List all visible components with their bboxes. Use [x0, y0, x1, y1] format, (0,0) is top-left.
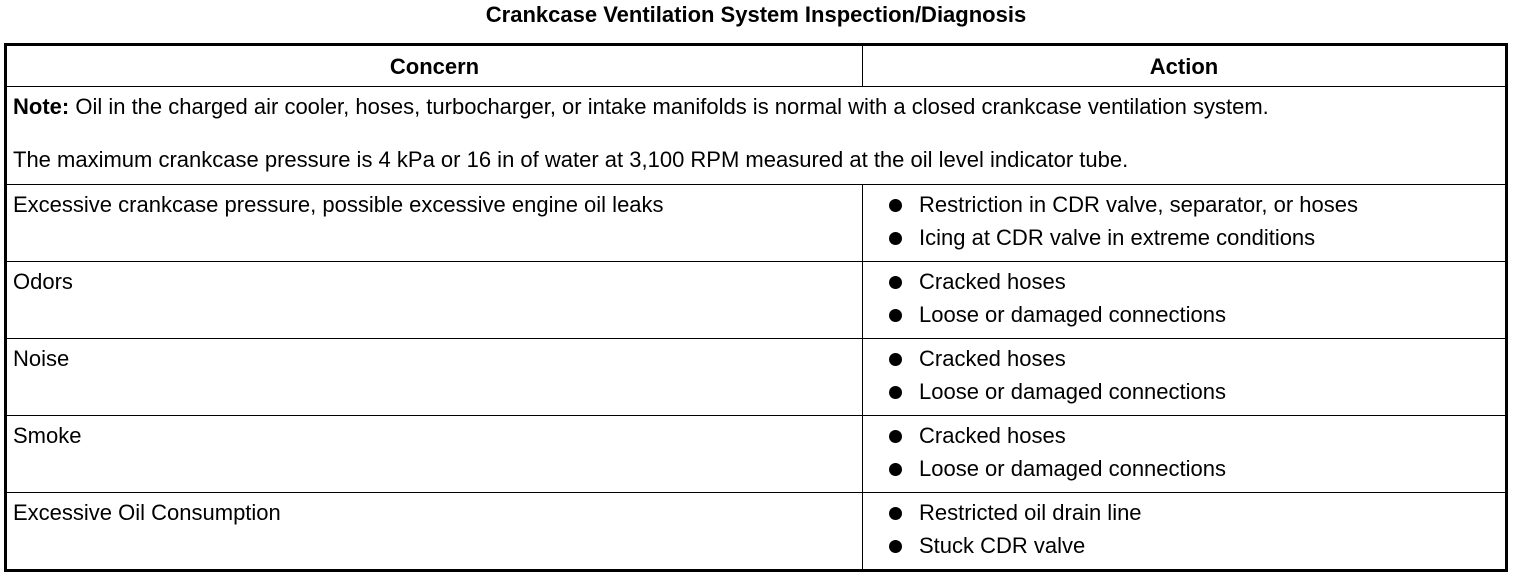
action-item [863, 221, 1505, 254]
diagnosis-table [4, 43, 1508, 572]
concern-cell: Noise [6, 339, 863, 416]
action-text: Cracked hoses [919, 423, 1066, 448]
action-list [863, 419, 1505, 485]
bullet-icon [889, 199, 902, 212]
concern-cell: Smoke [6, 416, 863, 493]
action-text: Cracked hoses [919, 269, 1066, 294]
concern-rows [6, 185, 1507, 571]
bullet-icon [889, 309, 902, 322]
action-item [863, 529, 1505, 562]
action-item [863, 496, 1505, 529]
action-item [863, 452, 1505, 485]
note-text: Oil in the charged air cooler, hoses, turbocharger, or intake manifolds is normal with a closed crankcase ventilation system. [69, 94, 1269, 119]
table-row [6, 339, 1507, 416]
action-list [863, 265, 1505, 331]
action-text: Loose or damaged connections [919, 302, 1226, 327]
table-row [6, 185, 1507, 262]
action-text: Loose or damaged connections [919, 456, 1226, 481]
action-list [863, 188, 1505, 254]
concern-cell: Excessive Oil Consumption [6, 493, 863, 571]
table-row [6, 262, 1507, 339]
action-text: Icing at CDR valve in extreme conditions [919, 225, 1316, 250]
action-cell [863, 339, 1507, 416]
bullet-icon [889, 276, 902, 289]
bullet-icon [889, 232, 902, 245]
action-item [863, 265, 1505, 298]
action-column-header: Action [863, 45, 1507, 87]
bullet-icon [889, 507, 902, 520]
note-cell [6, 87, 1507, 185]
bullet-icon [889, 430, 902, 443]
action-item [863, 342, 1505, 375]
bullet-icon [889, 540, 902, 553]
action-cell [863, 185, 1507, 262]
bullet-icon [889, 353, 902, 366]
action-text: Cracked hoses [919, 346, 1066, 371]
action-list [863, 496, 1505, 562]
concern-cell: Excessive crankcase pressure, possible excessive engine oil leaks [6, 185, 863, 262]
action-cell [863, 493, 1507, 571]
concern-column-header: Concern [6, 45, 863, 87]
action-item [863, 298, 1505, 331]
note-line [13, 90, 1499, 123]
concern-cell: Odors [6, 262, 863, 339]
action-item [863, 188, 1505, 221]
page-title: Crankcase Ventilation System Inspection/Diagnosis [485, 2, 1027, 27]
action-cell [863, 416, 1507, 493]
table-header-row [6, 45, 1507, 87]
table-row [6, 493, 1507, 571]
bullet-icon [889, 463, 902, 476]
action-text: Loose or damaged connections [919, 379, 1226, 404]
action-list [863, 342, 1505, 408]
action-item [863, 375, 1505, 408]
action-text: Restriction in CDR valve, separator, or hoses [919, 192, 1358, 217]
action-text: Stuck CDR valve [919, 533, 1086, 558]
note-label: Note: [13, 94, 70, 119]
bullet-icon [889, 386, 902, 399]
pressure-spec-text: The maximum crankcase pressure is 4 kPa or 16 in of water at 3,100 RPM measured at the oil level indicator tube. [13, 147, 1129, 172]
action-text: Restricted oil drain line [919, 500, 1142, 525]
note-row [6, 87, 1507, 185]
action-item [863, 419, 1505, 452]
action-cell [863, 262, 1507, 339]
table-row [6, 416, 1507, 493]
